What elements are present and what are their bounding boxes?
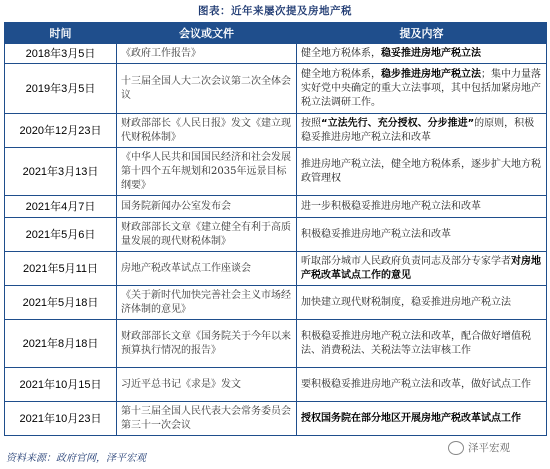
row-doc: 《政府工作报告》 xyxy=(117,44,297,64)
row-content: 按照“立法先行、充分授权、分步推进”的原则，积极稳妥推进房地产税立法和改革 xyxy=(297,114,547,148)
table-caption: 图表：近年来屡次提及房地产税 xyxy=(198,5,352,17)
wechat-icon xyxy=(448,441,464,455)
table-row xyxy=(5,402,547,436)
row-time: 2021年4月7日 xyxy=(5,196,117,218)
row-doc: 财政部部长文章《建立健全有利于高质量发展的现代财税体制》 xyxy=(117,218,297,252)
watermark-label: 泽平宏观 xyxy=(468,442,510,454)
row-time: 2020年12月23日 xyxy=(5,114,117,148)
row-time: 2021年10月23日 xyxy=(5,402,117,436)
table-row xyxy=(5,368,547,402)
row-doc: 国务院新闻办公室发布会 xyxy=(117,196,297,218)
watermark xyxy=(448,440,510,455)
row-time: 2019年3月5日 xyxy=(5,64,117,114)
row-time: 2021年3月13日 xyxy=(5,148,117,196)
table-header-row xyxy=(5,23,547,44)
row-content: 健全地方税体系，稳妥推进房地产税立法 xyxy=(297,44,547,64)
table-row xyxy=(5,148,547,196)
row-doc: 财政部部长文章《国务院关于今年以来预算执行情况的报告》 xyxy=(117,320,297,368)
row-content: 积极稳妥推进房地产税立法和改革，配合做好增值税法、消费税法、关税法等立法审核工作 xyxy=(297,320,547,368)
row-time: 2018年3月5日 xyxy=(5,44,117,64)
table-row xyxy=(5,44,547,64)
header-content: 提及内容 xyxy=(297,23,547,44)
row-doc: 财政部部长《人民日报》发文《建立现代财税体制》 xyxy=(117,114,297,148)
row-doc: 第十三届全国人民代表大会常务委员会第三十一次会议 xyxy=(117,402,297,436)
property-tax-table xyxy=(4,22,547,436)
source-note: 资料来源：政府官网，泽平宏观 xyxy=(6,453,146,464)
table-row xyxy=(5,320,547,368)
row-time: 2021年10月15日 xyxy=(5,368,117,402)
row-doc: 《关于新时代加快完善社会主义市场经济体制的意见》 xyxy=(117,286,297,320)
row-doc: 房地产税改革试点工作座谈会 xyxy=(117,252,297,286)
row-content: 听取部分城市人民政府负责同志及部分专家学者对房地产税改革试点工作的意见 xyxy=(297,252,547,286)
row-content: 健全地方税体系，稳步推进房地产税立法；集中力量落实好党中央确定的重大立法事项，其中包括加紧房地产税立法调研工作。 xyxy=(297,64,547,114)
row-content: 进一步积极稳妥推进房地产税立法和改革 xyxy=(297,196,547,218)
row-time: 2021年5月6日 xyxy=(5,218,117,252)
table-row xyxy=(5,218,547,252)
row-time: 2021年5月11日 xyxy=(5,252,117,286)
header-doc: 会议或文件 xyxy=(117,23,297,44)
row-time: 2021年8月18日 xyxy=(5,320,117,368)
row-content: 积极稳妥推进房地产税立法和改革 xyxy=(297,218,547,252)
table-row xyxy=(5,252,547,286)
row-doc: 《中华人民共和国国民经济和社会发展第十四个五年规划和2035年远景目标纲要》 xyxy=(117,148,297,196)
row-doc: 十三届全国人大二次会议第二次全体会议 xyxy=(117,64,297,114)
row-time: 2021年5月18日 xyxy=(5,286,117,320)
table-row xyxy=(5,196,547,218)
row-content: 推进房地产税立法，健全地方税体系，逐步扩大地方税政管理权 xyxy=(297,148,547,196)
header-time: 时间 xyxy=(5,23,117,44)
row-doc: 习近平总书记《求是》发文 xyxy=(117,368,297,402)
table-row xyxy=(5,286,547,320)
table-row xyxy=(5,114,547,148)
table-row xyxy=(5,64,547,114)
row-content: 要积极稳妥推进房地产税立法和改革，做好试点工作 xyxy=(297,368,547,402)
row-content: 授权国务院在部分地区开展房地产税改革试点工作 xyxy=(297,402,547,436)
row-content: 加快建立现代财税制度，稳妥推进房地产税立法 xyxy=(297,286,547,320)
